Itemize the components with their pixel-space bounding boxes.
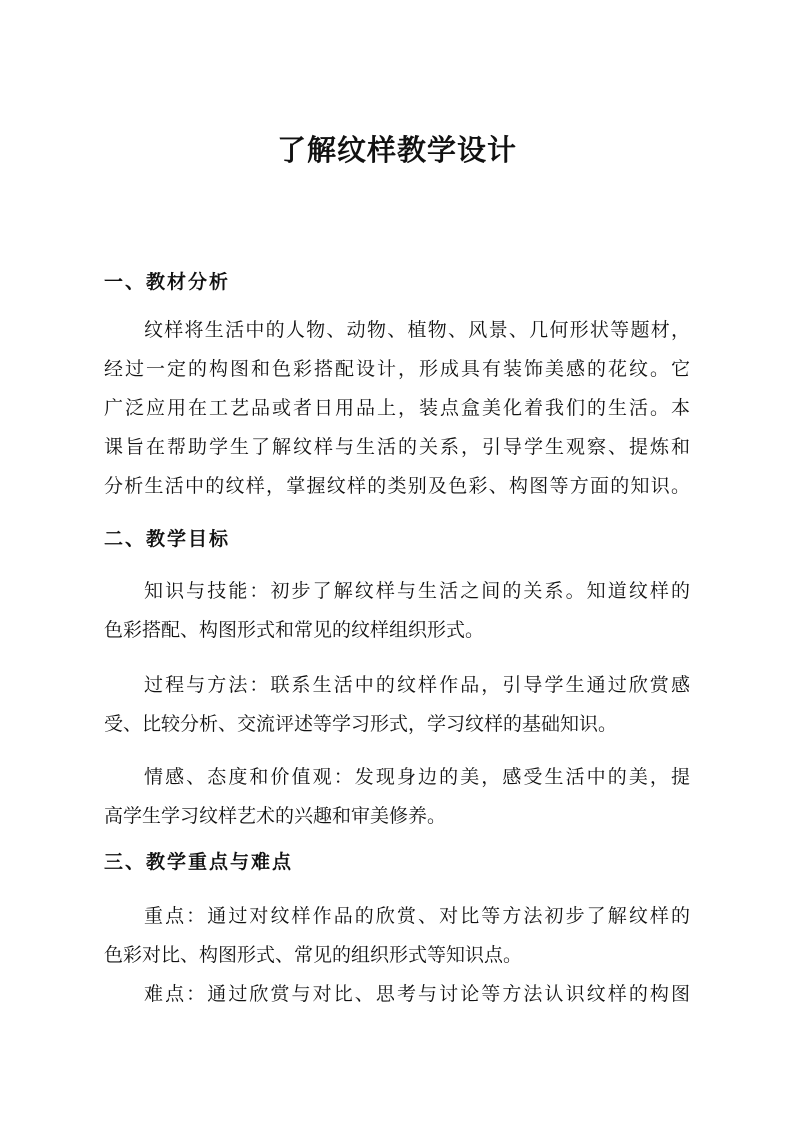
section-heading-key-and-difficult-points: 三、教学重点与难点 [104,851,294,873]
section-heading-teaching-material-analysis: 一、教材分析 [104,271,231,293]
paragraph-knowledge-skills [104,572,690,650]
document-title: 了解纹样教学设计 [276,133,517,167]
paragraph-line: 广泛应用在工艺品或者日用品上，装点盒美化着我们的生活。本 [104,397,690,419]
paragraph-emotions-values [104,758,690,836]
paragraph-process-methods [104,666,690,744]
paragraph-line: 纹样将生活中的人物、动物、植物、风景、几何形状等题材， [144,319,690,341]
paragraph-line: 情感、态度和价值观：发现身边的美，感受生活中的美，提 [144,766,690,788]
paragraph-line: 色彩搭配、构图形式和常见的纹样组织形式。 [104,619,485,641]
paragraph-key-points [104,897,690,975]
paragraph-line: 经过一定的构图和色彩搭配设计，形成具有装饰美感的花纹。它 [104,358,690,380]
paragraph-material-analysis [104,311,690,506]
paragraph-difficult-points [104,975,690,1014]
paragraph-line: 知识与技能：初步了解纹样与生活之间的关系。知道纹样的 [144,580,690,602]
paragraph-line: 课旨在帮助学生了解纹样与生活的关系，引导学生观察、提炼和 [104,436,690,458]
paragraph-line: 分析生活中的纹样，掌握纹样的类别及色彩、构图等方面的知识。 [104,475,690,497]
paragraph-line: 重点：通过对纹样作品的欣赏、对比等方法初步了解纹样的 [144,905,690,927]
paragraph-line: 高学生学习纹样艺术的兴趣和审美修养。 [104,805,447,827]
paragraph-line: 难点：通过欣赏与对比、思考与讨论等方法认识纹样的构图 [144,983,690,1005]
paragraph-line: 过程与方法：联系生活中的纹样作品，引导学生通过欣赏感 [144,674,690,696]
paragraph-line: 色彩对比、构图形式、常见的组织形式等知识点。 [104,944,523,966]
paragraph-line: 受、比较分析、交流评述等学习形式，学习纹样的基础知识。 [104,713,618,735]
section-heading-teaching-objectives: 二、教学目标 [104,528,231,550]
